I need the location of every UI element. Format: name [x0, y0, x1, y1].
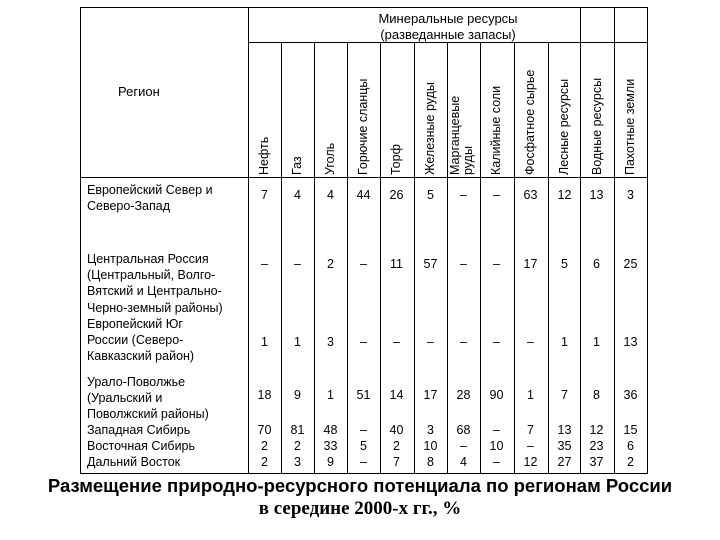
- region-central: Центральная Россия (Центральный, Волго- Вятский и Центрально- Черно-земный районы): [87, 252, 223, 315]
- table-cell: 6: [593, 257, 600, 271]
- table-cell: –: [393, 335, 400, 349]
- table-cell: –: [527, 335, 534, 349]
- table-cell: –: [493, 188, 500, 202]
- table-cell: 48 33 9: [323, 423, 338, 470]
- table-cell: 51: [356, 388, 371, 402]
- table-cell: 12: [557, 188, 572, 202]
- table-cell: –: [294, 257, 301, 271]
- table-cell: – 5 –: [360, 423, 367, 470]
- table-cell: 1: [294, 335, 301, 349]
- col-header-potash: Калийные соли: [489, 85, 503, 175]
- col-header-phosphate: Фосфатное сырье: [523, 69, 537, 175]
- table-cell: 2: [327, 257, 334, 271]
- col-header-gas: Газ: [290, 156, 304, 175]
- col-header-forest: Лесные ресурсы: [557, 78, 571, 175]
- mineral-resources-title: Минеральные ресурсы (разведанные запасы): [378, 11, 518, 42]
- table-cell: –: [493, 335, 500, 349]
- table-cell: 14: [389, 388, 404, 402]
- table-cell: 1: [261, 335, 268, 349]
- table-cell: 5: [427, 188, 434, 202]
- table-cell: 17: [423, 388, 438, 402]
- table-cell: 57: [423, 257, 438, 271]
- region-ural-volga: Урало-Поволжье (Уральский и Поволжский районы): [87, 375, 209, 422]
- resource-table: [80, 7, 648, 474]
- table-cell: 4: [327, 188, 334, 202]
- table-cell: 11: [390, 257, 403, 271]
- table-cell: 17: [523, 257, 538, 271]
- table-cell: – 10 –: [489, 423, 504, 470]
- col-header-peat: Торф: [389, 144, 403, 175]
- col-header-manganese-ore: Марганцевые руды: [448, 95, 475, 175]
- col-header-oil: Нефть: [257, 136, 271, 175]
- table-cell: 1: [527, 388, 534, 402]
- col-header-iron-ore: Железные руды: [423, 82, 437, 175]
- table-cell: 68 – 4: [456, 423, 471, 470]
- table-cell: –: [460, 257, 467, 271]
- table-cell: 3: [627, 188, 634, 202]
- table-cell: –: [360, 257, 367, 271]
- col-header-coal: Уголь: [323, 142, 337, 175]
- region-column-header: Регион: [118, 84, 160, 99]
- table-cell: 63: [523, 188, 538, 202]
- table-cell: 4: [294, 188, 301, 202]
- region-south: Европейский Юг России (Северо- Кавказский район): [87, 317, 195, 364]
- region-siberia-far-east: Западная Сибирь Восточная Сибирь Дальний Восток: [87, 423, 196, 470]
- table-cell: 7: [561, 388, 568, 402]
- table-cell: 36: [623, 388, 638, 402]
- table-cell: –: [460, 335, 467, 349]
- table-cell: 70 2 2: [257, 423, 272, 470]
- table-cell: 5: [561, 257, 568, 271]
- table-cell: 1: [593, 335, 600, 349]
- caption-title: Размещение природно-ресурсного потенциала по регионам России: [47, 475, 673, 496]
- table-cell: 18: [257, 388, 272, 402]
- table-cell: –: [493, 257, 500, 271]
- table-cell: 40 2 7: [389, 423, 404, 470]
- table-cell: 8: [593, 388, 600, 402]
- table-cell: 1: [561, 335, 568, 349]
- table-cell: 28: [456, 388, 471, 402]
- table-cell: 7 – 12: [523, 423, 538, 470]
- table-cell: 7: [261, 188, 268, 202]
- table-cell: 25: [623, 257, 638, 271]
- table-cell: 12 23 37: [589, 423, 604, 470]
- table-cell: –: [427, 335, 434, 349]
- table-cell: 1: [327, 388, 334, 402]
- table-cell: 15 6 2: [623, 423, 638, 470]
- table-cell: 44: [356, 188, 371, 202]
- table-cell: 13: [589, 188, 604, 202]
- table-cell: 26: [389, 188, 404, 202]
- caption-subtitle: в середине 2000-х гг., %: [258, 498, 462, 519]
- table-cell: 3 10 8: [423, 423, 438, 470]
- table-cell: 13 35 27: [557, 423, 572, 470]
- table-cell: 81 2 3: [290, 423, 305, 470]
- table-cell: –: [261, 257, 268, 271]
- col-header-oil-shale: Горючие сланцы: [356, 78, 370, 175]
- col-header-water: Водные ресурсы: [590, 77, 604, 175]
- table-cell: –: [360, 335, 367, 349]
- table-cell: –: [460, 188, 467, 202]
- region-north-west: Европейский Север и Северо-Запад: [87, 183, 213, 214]
- table-cell: 3: [327, 335, 334, 349]
- table-cell: 90: [489, 388, 504, 402]
- table-cell: 13: [623, 335, 638, 349]
- table-cell: 9: [294, 388, 301, 402]
- col-header-arable: Пахотные земли: [623, 78, 637, 175]
